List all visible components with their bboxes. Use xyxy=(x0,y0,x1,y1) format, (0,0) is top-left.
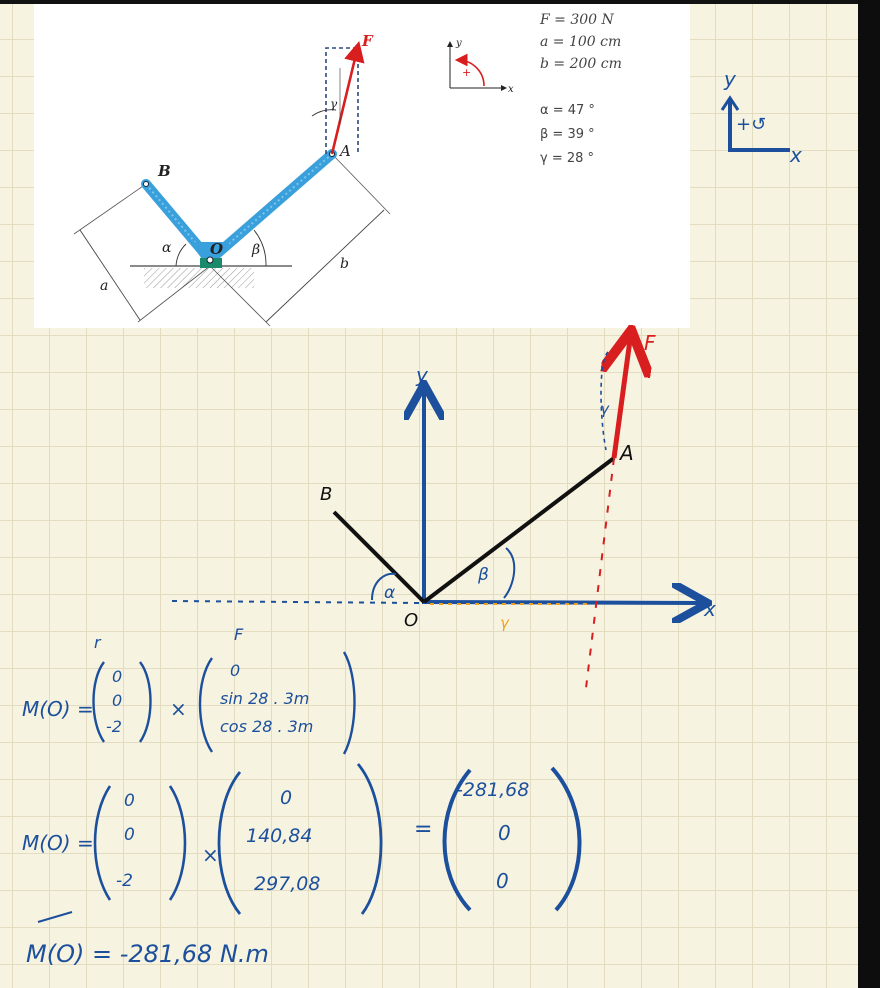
eq1-f-label: F xyxy=(234,625,244,644)
eq1-r-bracket-left xyxy=(94,662,105,742)
sketch-point-a: A xyxy=(620,441,634,465)
sign-x-label: x xyxy=(508,84,514,95)
eq2-lhs: M(O) = xyxy=(22,831,94,855)
eq2-result-bracket-right xyxy=(552,768,580,910)
given-force: F = 300 N xyxy=(540,12,614,28)
point-a-label: A xyxy=(340,142,351,160)
result-line: M(O) = -281,68 N.m xyxy=(26,940,269,968)
eq1-f-bracket-left xyxy=(200,658,212,752)
eq1-cross: × xyxy=(170,697,187,721)
corner-axes xyxy=(722,67,802,167)
eq2-result-y: 0 xyxy=(498,821,511,845)
sketch-beta-arc xyxy=(504,548,514,598)
sign-y-label: y xyxy=(456,38,462,49)
eq1-r-x: 0 xyxy=(112,667,123,686)
eq2-f-z: 297,08 xyxy=(254,873,321,895)
eq1-r-label: r xyxy=(94,633,101,652)
result-vector-arrow xyxy=(38,912,72,922)
equation-1 xyxy=(22,625,355,754)
sketch-y-label: y xyxy=(416,363,428,387)
eq1-r-z: -2 xyxy=(106,717,122,736)
force-label: F xyxy=(362,32,373,50)
eq1-lhs: M(O) = xyxy=(22,697,94,721)
corner-x-label: x xyxy=(790,143,802,167)
eq2-r-z: -2 xyxy=(116,871,133,891)
eq1-f-bracket-right xyxy=(344,652,355,754)
sketch-x-label: x xyxy=(704,597,716,621)
given-beta: β = 39 ° xyxy=(540,127,595,142)
equation-2 xyxy=(22,764,580,914)
sketch-link-ob xyxy=(334,512,424,602)
given-b: b = 200 cm xyxy=(540,56,622,72)
eq1-r-y: 0 xyxy=(112,691,123,710)
beta-label: β xyxy=(252,242,261,258)
sketch-x-axis xyxy=(424,602,700,603)
eq1-f-x: 0 xyxy=(230,661,241,680)
gamma-label: γ xyxy=(330,97,338,111)
eq2-r-bracket-right xyxy=(170,786,185,900)
eq1-f-z: cos 28 . 3m xyxy=(220,717,314,736)
alpha-label: α xyxy=(162,240,172,256)
eq2-result-z: 0 xyxy=(496,869,509,893)
main-sketch xyxy=(172,331,716,688)
sketch-x-axis-dashed xyxy=(172,601,420,603)
sketch-link-oa xyxy=(424,458,614,602)
sketch-gamma-bottom: γ xyxy=(500,614,509,632)
origin-label: O xyxy=(210,240,224,258)
eq2-f-y: 140,84 xyxy=(246,825,313,847)
given-gamma: γ = 28 ° xyxy=(540,151,595,166)
dim-b-label: b xyxy=(340,256,349,272)
sketch-alpha: α xyxy=(384,583,396,603)
sketch-origin: O xyxy=(404,610,419,631)
right-edge-bar xyxy=(858,0,880,988)
eq2-r-y: 0 xyxy=(124,825,135,845)
given-alpha: α = 47 ° xyxy=(540,103,595,118)
point-b-label: B xyxy=(158,162,171,180)
eq2-f-bracket-right xyxy=(358,764,381,914)
eq1-r-bracket-right xyxy=(140,662,151,742)
sketch-force-label: F xyxy=(644,331,656,355)
eq1-f-y: sin 28 . 3m xyxy=(220,689,310,708)
dim-a-label: a xyxy=(100,278,109,294)
given-a: a = 100 cm xyxy=(540,34,622,50)
eq2-f-x: 0 xyxy=(280,787,293,809)
eq2-result-x: -281,68 xyxy=(456,779,530,801)
eq2-r-x: 0 xyxy=(124,791,135,811)
eq2-r-bracket-left xyxy=(95,786,110,900)
eq2-f-bracket-left xyxy=(219,772,240,914)
sketch-force-line-of-action xyxy=(586,458,614,688)
sign-plus: + xyxy=(462,66,472,79)
sketch-point-b: B xyxy=(320,484,333,505)
sketch-gamma-top: γ xyxy=(600,400,609,418)
corner-y-label: y xyxy=(724,67,736,91)
eq2-equals: = xyxy=(414,817,433,842)
corner-rotation-label: +↺ xyxy=(736,114,767,135)
eq2-cross: × xyxy=(202,843,219,867)
sketch-beta: β xyxy=(478,565,489,585)
